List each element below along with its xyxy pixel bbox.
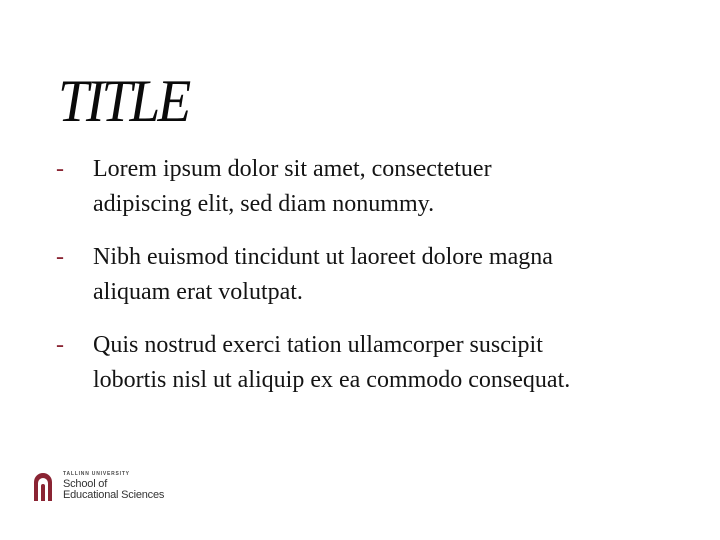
bullet-line: Quis nostrud exerci tation ullamcorper suscipit [93,332,543,358]
logo-school-line2: Educational Sciences [63,489,165,501]
bullet-item [56,328,696,398]
bullet-marker: - [56,244,64,270]
bullet-line: lobortis nisl ut aliquip ex ea commodo consequat. [93,367,571,393]
school-logo [32,470,192,514]
bullet-list [56,152,696,416]
logo-school-line1: School of [63,478,108,490]
logo-text [63,470,164,501]
bullet-line: Lorem ipsum dolor sit amet, consectetuer [93,156,492,182]
bullet-item [56,152,696,222]
bullet-line: Nibh euismod tincidunt ut laoreet dolore magna [93,244,553,270]
bullet-item [56,240,696,310]
logo-university-name: TALLINN UNIVERSITY [63,471,130,477]
bullet-marker: - [56,156,64,182]
slide-title: TITLE [58,68,189,134]
bullet-line: aliquam erat volutpat. [93,279,303,305]
bullet-marker: - [56,332,64,358]
bullet-line: adipiscing elit, sed diam nonummy. [93,191,435,217]
arch-logo-icon [32,470,54,502]
